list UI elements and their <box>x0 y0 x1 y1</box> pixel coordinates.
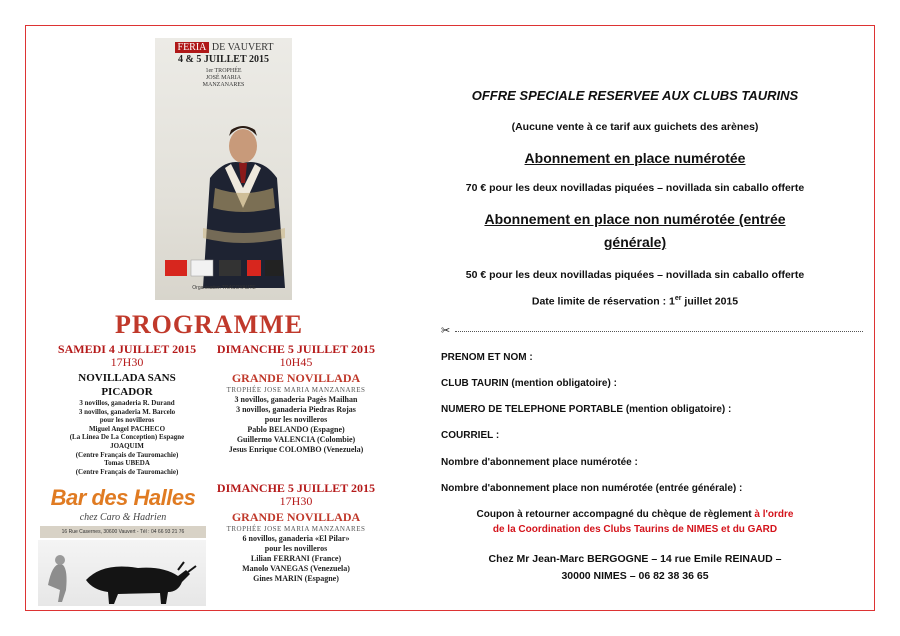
saturday-event: NOVILLADA SANS PICADOR <box>78 372 176 398</box>
offer-notice: (Aucune vente à ce tarif aux guichets des arènes) <box>511 121 759 133</box>
field-nb-place-non-numerotee: Nombre d'abonnement place non numérotée (entrée générale) : <box>441 483 743 494</box>
saturday-line: 3 novillos, ganaderia R. Durand <box>79 399 175 407</box>
sunday-afternoon-line: 6 novillos, ganaderia «El Pilar» <box>242 534 350 543</box>
offer-title: OFFRE SPECIALE RESERVEE AUX CLUBS TAURINS <box>471 88 799 103</box>
poster-dates: 4 & 5 JUILLET 2015 <box>178 54 269 65</box>
coupon-instructions: Coupon à retourner accompagné du chèque de règlement à l'ordre de la Coordination des Clubs Taurins de NIMES et du GARD <box>476 509 794 535</box>
contact-address: Chez Mr Jean-Marc BERGOGNE – 14 rue Emile REINAUD – 30000 NIMES – 06 82 38 36 65 <box>488 553 782 582</box>
saturday-program <box>52 343 202 476</box>
field-prenom-nom: PRENOM ET NOM : <box>441 352 533 363</box>
field-nb-place-numerotee: Nombre d'abonnement place numérotée : <box>441 457 638 468</box>
sunday-morning-line: Guillermo VALENCIA (Colombie) <box>236 435 356 444</box>
field-telephone: NUMERO DE TELEPHONE PORTABLE (mention obligatoire) : <box>441 404 732 415</box>
sunday-afternoon-trophy: TROPHÉE JOSE MARIA MANZANARES <box>226 525 366 533</box>
sunday-afternoon-line: Manolo VANEGAS (Venezuela) <box>242 564 350 573</box>
sunday-morning-line: Jesus Enrique COLOMBO (Venezuela) <box>228 445 364 454</box>
cut-line <box>441 324 865 338</box>
reservation-deadline: Date limite de réservation : 1er juillet 2015 <box>531 295 739 308</box>
feria-poster <box>155 38 292 300</box>
scissors-icon: ✂ <box>441 325 451 337</box>
saturday-line: (La Linea De La Conception) Espagne <box>69 433 185 442</box>
bar-des-halles-title: Bar des Halles <box>50 485 196 510</box>
sunday-afternoon-line: pour les novilleros <box>264 544 328 553</box>
sunday-afternoon-day: DIMANCHE 5 JUILLET 2015 <box>216 481 376 495</box>
unnumbered-heading-line1: Abonnement en place non numérotée (entrée <box>484 211 786 227</box>
bull-silhouette-icon <box>38 540 206 606</box>
saturday-line: pour les novilleros <box>99 416 155 425</box>
saturday-line: JOAQUIM <box>110 441 144 450</box>
sunday-afternoon-event: GRANDE NOVILLADA <box>231 510 361 524</box>
poster-feria-title: FERIA DE VAUVERT <box>163 42 285 53</box>
saturday-time: 17H30 <box>110 355 144 369</box>
sunday-morning-line: 3 novillos, ganaderia Pagès Mailhan <box>234 395 358 404</box>
sunday-morning-day: DIMANCHE 5 JUILLET 2015 <box>216 342 376 356</box>
saturday-day: SAMEDI 4 JUILLET 2015 <box>57 342 197 356</box>
sunday-afternoon-line: Gines MARIN (Espagne) <box>253 574 339 583</box>
saturday-line: 3 novillos, ganaderia M. Barcelo <box>78 407 176 416</box>
poster-sponsor: Organisation TRACOYAUTE <box>192 285 256 291</box>
saturday-line: (Centre Français de Tauromachie) <box>75 450 179 459</box>
sunday-afternoon-time: 17H30 <box>279 494 313 508</box>
sunday-morning-program <box>207 343 385 455</box>
field-club-taurin: CLUB TAURIN (mention obligatoire) : <box>441 378 617 389</box>
sunday-morning-line: Pablo BELANDO (Espagne) <box>247 425 345 434</box>
unnumbered-heading-line2: générale) <box>603 234 667 250</box>
dotted-cut-line <box>455 331 863 332</box>
bar-des-halles-address: 16 Rue Casernes, 30600 Vauvert - Tél : 04 66 93 21 76 <box>40 526 206 538</box>
unnumbered-price: 50 € pour les deux novilladas piquées – novillada sin caballo offerte <box>465 269 805 281</box>
sunday-morning-line: 3 novillos, ganaderia Piedras Rojas <box>236 405 356 414</box>
sunday-morning-time: 10H45 <box>279 355 313 369</box>
poster-trophee: 1er TROPHÉE JOSÉ MARIA MANZANARES <box>202 68 245 88</box>
sunday-morning-line: pour les novilleros <box>264 415 328 424</box>
sunday-afternoon-program <box>207 482 385 584</box>
bull-photo <box>38 540 206 606</box>
field-courriel: COURRIEL : <box>441 430 500 441</box>
saturday-line: (Centre Français de Tauromachie) <box>75 467 179 476</box>
numbered-heading: Abonnement en place numérotée <box>524 150 746 166</box>
saturday-line: Tomas UBEDA <box>104 459 150 468</box>
torero-photo <box>155 38 292 300</box>
sunday-afternoon-line: Lilian FERRANI (France) <box>250 554 342 563</box>
programme-title: PROGRAMME <box>114 310 304 339</box>
numbered-price: 70 € pour les deux novilladas piquées – novillada sin caballo offerte <box>465 182 805 194</box>
bar-des-halles-subtitle: chez Caro & Hadrien <box>79 512 167 523</box>
saturday-line: Miguel Angel PACHECO <box>88 424 166 433</box>
sunday-morning-event: GRANDE NOVILLADA <box>231 371 361 385</box>
sunday-morning-trophy: TROPHÉE JOSE MARIA MANZANARES <box>226 386 366 394</box>
